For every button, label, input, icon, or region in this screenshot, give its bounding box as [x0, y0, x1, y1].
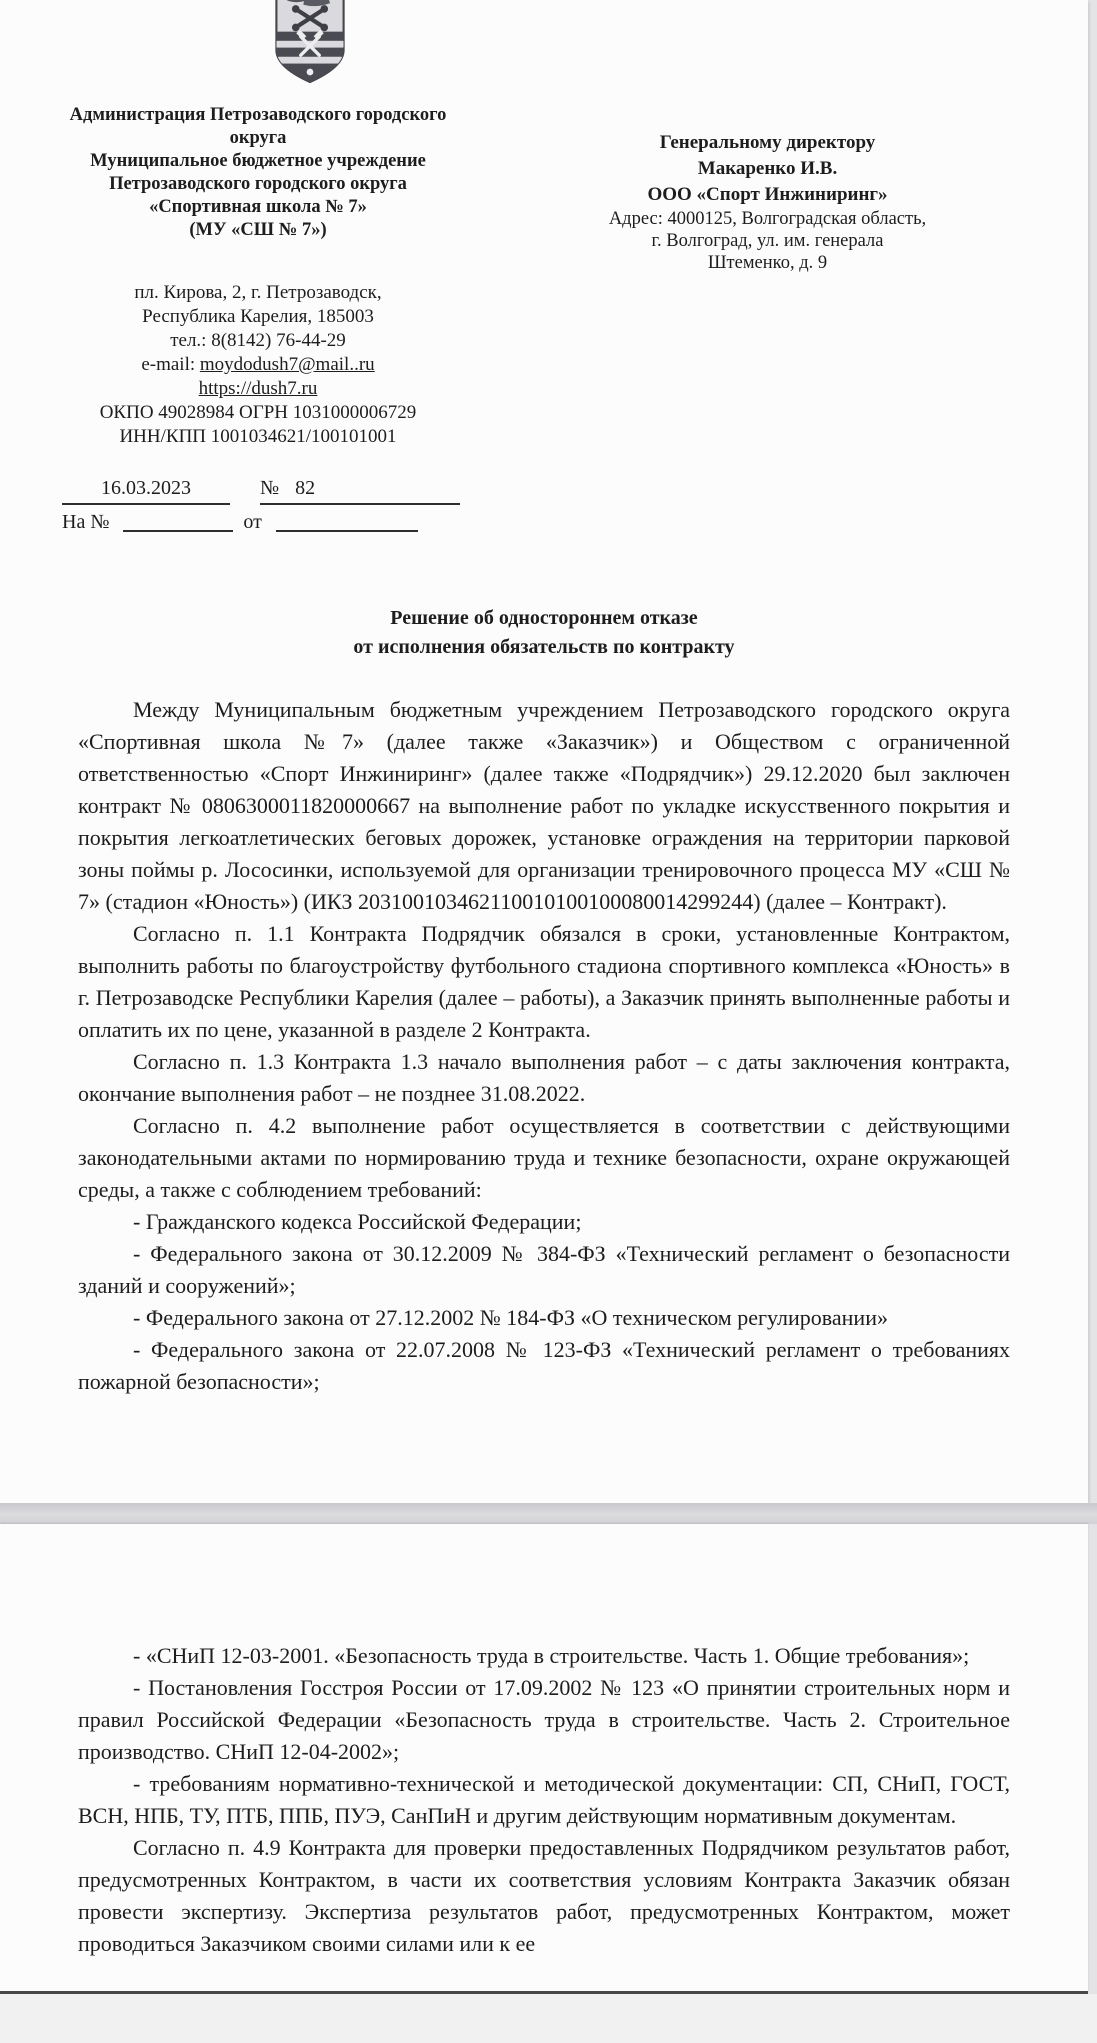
recipient-address-line: г. Волгоград, ул. им. генерала	[651, 231, 884, 251]
paragraph: Согласно п. 4.2 выполнение работ осуществляется в соответствии с действующими законодательными актами по нормированию труда и технике безопасности, охране окружающей среды, а также с соблюдением требований:	[78, 1113, 1010, 1202]
email-label: e-mail:	[141, 354, 200, 375]
website-link[interactable]: https://dush7.ru	[198, 378, 318, 399]
sender-org-line: «Спортивная школа № 7»	[149, 197, 367, 217]
list-item: - Федерального закона от 30.12.2009 № 384-ФЗ «Технический регламент о безопасности зданий и сооружений»;	[78, 1241, 1010, 1298]
sender-block-contacts	[48, 281, 468, 449]
number-sign: №	[260, 477, 280, 499]
letter-date: 16.03.2023	[62, 477, 230, 505]
incoming-number-blank	[123, 510, 233, 532]
document-title-line: от исполнения обязательств по контракту	[353, 636, 735, 658]
sender-org-line: (МУ «СШ № 7»)	[189, 220, 327, 240]
sender-inn-kpp: ИНН/КПП 1001034621/100101001	[119, 426, 397, 447]
recipient-name: Макаренко И.В.	[697, 158, 838, 179]
sender-okpo-ogrn: ОКПО 49028984 ОГРН 1031000006729	[99, 402, 417, 423]
recipient-position: Генеральному директору	[659, 132, 876, 153]
document-title	[78, 604, 1010, 662]
sender-site-line	[48, 377, 468, 401]
sender-phone: тел.: 8(8142) 76-44-29	[170, 330, 346, 351]
incoming-date-blank	[276, 510, 418, 532]
list-item: - требованиям нормативно-технической и методической документации: СП, СНиП, ГОСТ, ВСН, НПБ, ТУ, ПТБ, ППБ, ПУЭ, СанПиН и другим действующим нормативным документам.	[78, 1771, 1010, 1828]
reference-row-2	[62, 510, 460, 534]
page-2	[0, 1524, 1088, 1994]
page-separator	[0, 1503, 1097, 1524]
paragraph: Между Муниципальным бюджетным учреждением Петрозаводского городского округа «Спортивная школа №7» (далее также «Заказчик») и Обществом с ограниченной ответственностью «Спорт Инжиниринг» (далее также «Подрядчик») 29.12.2020 был заключен контракт № 0806300011820000667 на выполнение работ по укладке искусственного покрытия и покрытия легкоатлетических беговых дорожек, установке ограждения на территории парковой зоны поймы р. Лососинки, используемой для организации тренировочного процесса МУ «СШ № 7» (стадион «Юность») (ИКЗ 203100103462110010100100080014299244) (далее – Контракт).	[78, 697, 1010, 914]
list-item: - Федерального закона от 27.12.2002 № 184-ФЗ «О техническом регулировании»	[133, 1305, 888, 1330]
list-item: - Федерального закона от 22.07.2008 № 123-ФЗ «Технический регламент о требованиях пожарной безопасности»;	[78, 1337, 1010, 1394]
ot-label: от	[243, 511, 262, 533]
recipient-address-line: Адрес: 4000125, Волгоградская область,	[608, 209, 927, 229]
sender-email-line	[48, 353, 468, 377]
sender-org-line: Администрация Петрозаводского городского округа	[69, 105, 447, 148]
paragraph: Согласно п. 4.9 Контракта для проверки предоставленных Подрядчиком результатов работ, предусмотренных Контрактом, в части их соответствия условиям Контракта Заказчик обязан провести экспертизу. Экспертиза результатов работ, предусмотренных Контрактом, может проводиться Заказчиком своими силами или к ее	[78, 1835, 1010, 1956]
page-2-body	[78, 1640, 1010, 1960]
list-item: - Гражданского кодекса Российской Федерации;	[133, 1209, 582, 1234]
sender-org-line: Муниципальное бюджетное учреждение	[90, 151, 426, 171]
letter-number-cell	[260, 477, 460, 505]
recipient-company: ООО «Спорт Инжиниринг»	[647, 184, 888, 205]
recipient-block	[540, 130, 995, 274]
reference-block	[62, 477, 460, 534]
paragraph: Согласно п. 1.1 Контракта Подрядчик обязался в сроки, установленные Контрактом, выполнить работы по благоустройству футбольного стадиона спортивного комплекса «Юность» в г. Петрозаводске Республики Карелия (далее – работы), а Заказчик принять выполненные работы и оплатить их по цене, указанной в разделе 2 Контракта.	[78, 921, 1010, 1042]
reference-row-1	[62, 477, 460, 505]
sender-address-line: Республика Карелия, 185003	[142, 306, 374, 327]
paragraph: Согласно п. 1.3 Контракта 1.3 начало выполнения работ – с даты заключения контракта, окончание выполнения работ – не позднее 31.08.2022.	[78, 1049, 1010, 1106]
viewer-bottom-area	[0, 1994, 1097, 2043]
coat-of-arms-icon	[268, 0, 352, 96]
sender-block-org	[48, 104, 468, 242]
list-item: - Постановления Госстроя России от 17.09.2002 № 123 «О принятии строительных норм и правил Российской Федерации «Безопасность труда в строительстве. Часть 2. Строительное производство. СНиП 12-04-2002»;	[78, 1675, 1010, 1764]
list-item: - «СНиП 12-03-2001. «Безопасность труда в строительстве. Часть 1. Общие требования»;	[133, 1643, 970, 1668]
sender-address-line: пл. Кирова, 2, г. Петрозаводск,	[134, 282, 382, 303]
letter-number: 82	[295, 477, 316, 499]
na-no-label: На №	[62, 511, 110, 533]
document-title-line: Решение об одностороннем отказе	[390, 607, 698, 629]
recipient-address-line: Штеменко, д. 9	[707, 253, 828, 273]
email-link[interactable]: moydodush7@mail..ru	[199, 354, 375, 375]
sender-org-line: Петрозаводского городского округа	[109, 174, 407, 194]
page-1-body	[78, 694, 1010, 1398]
